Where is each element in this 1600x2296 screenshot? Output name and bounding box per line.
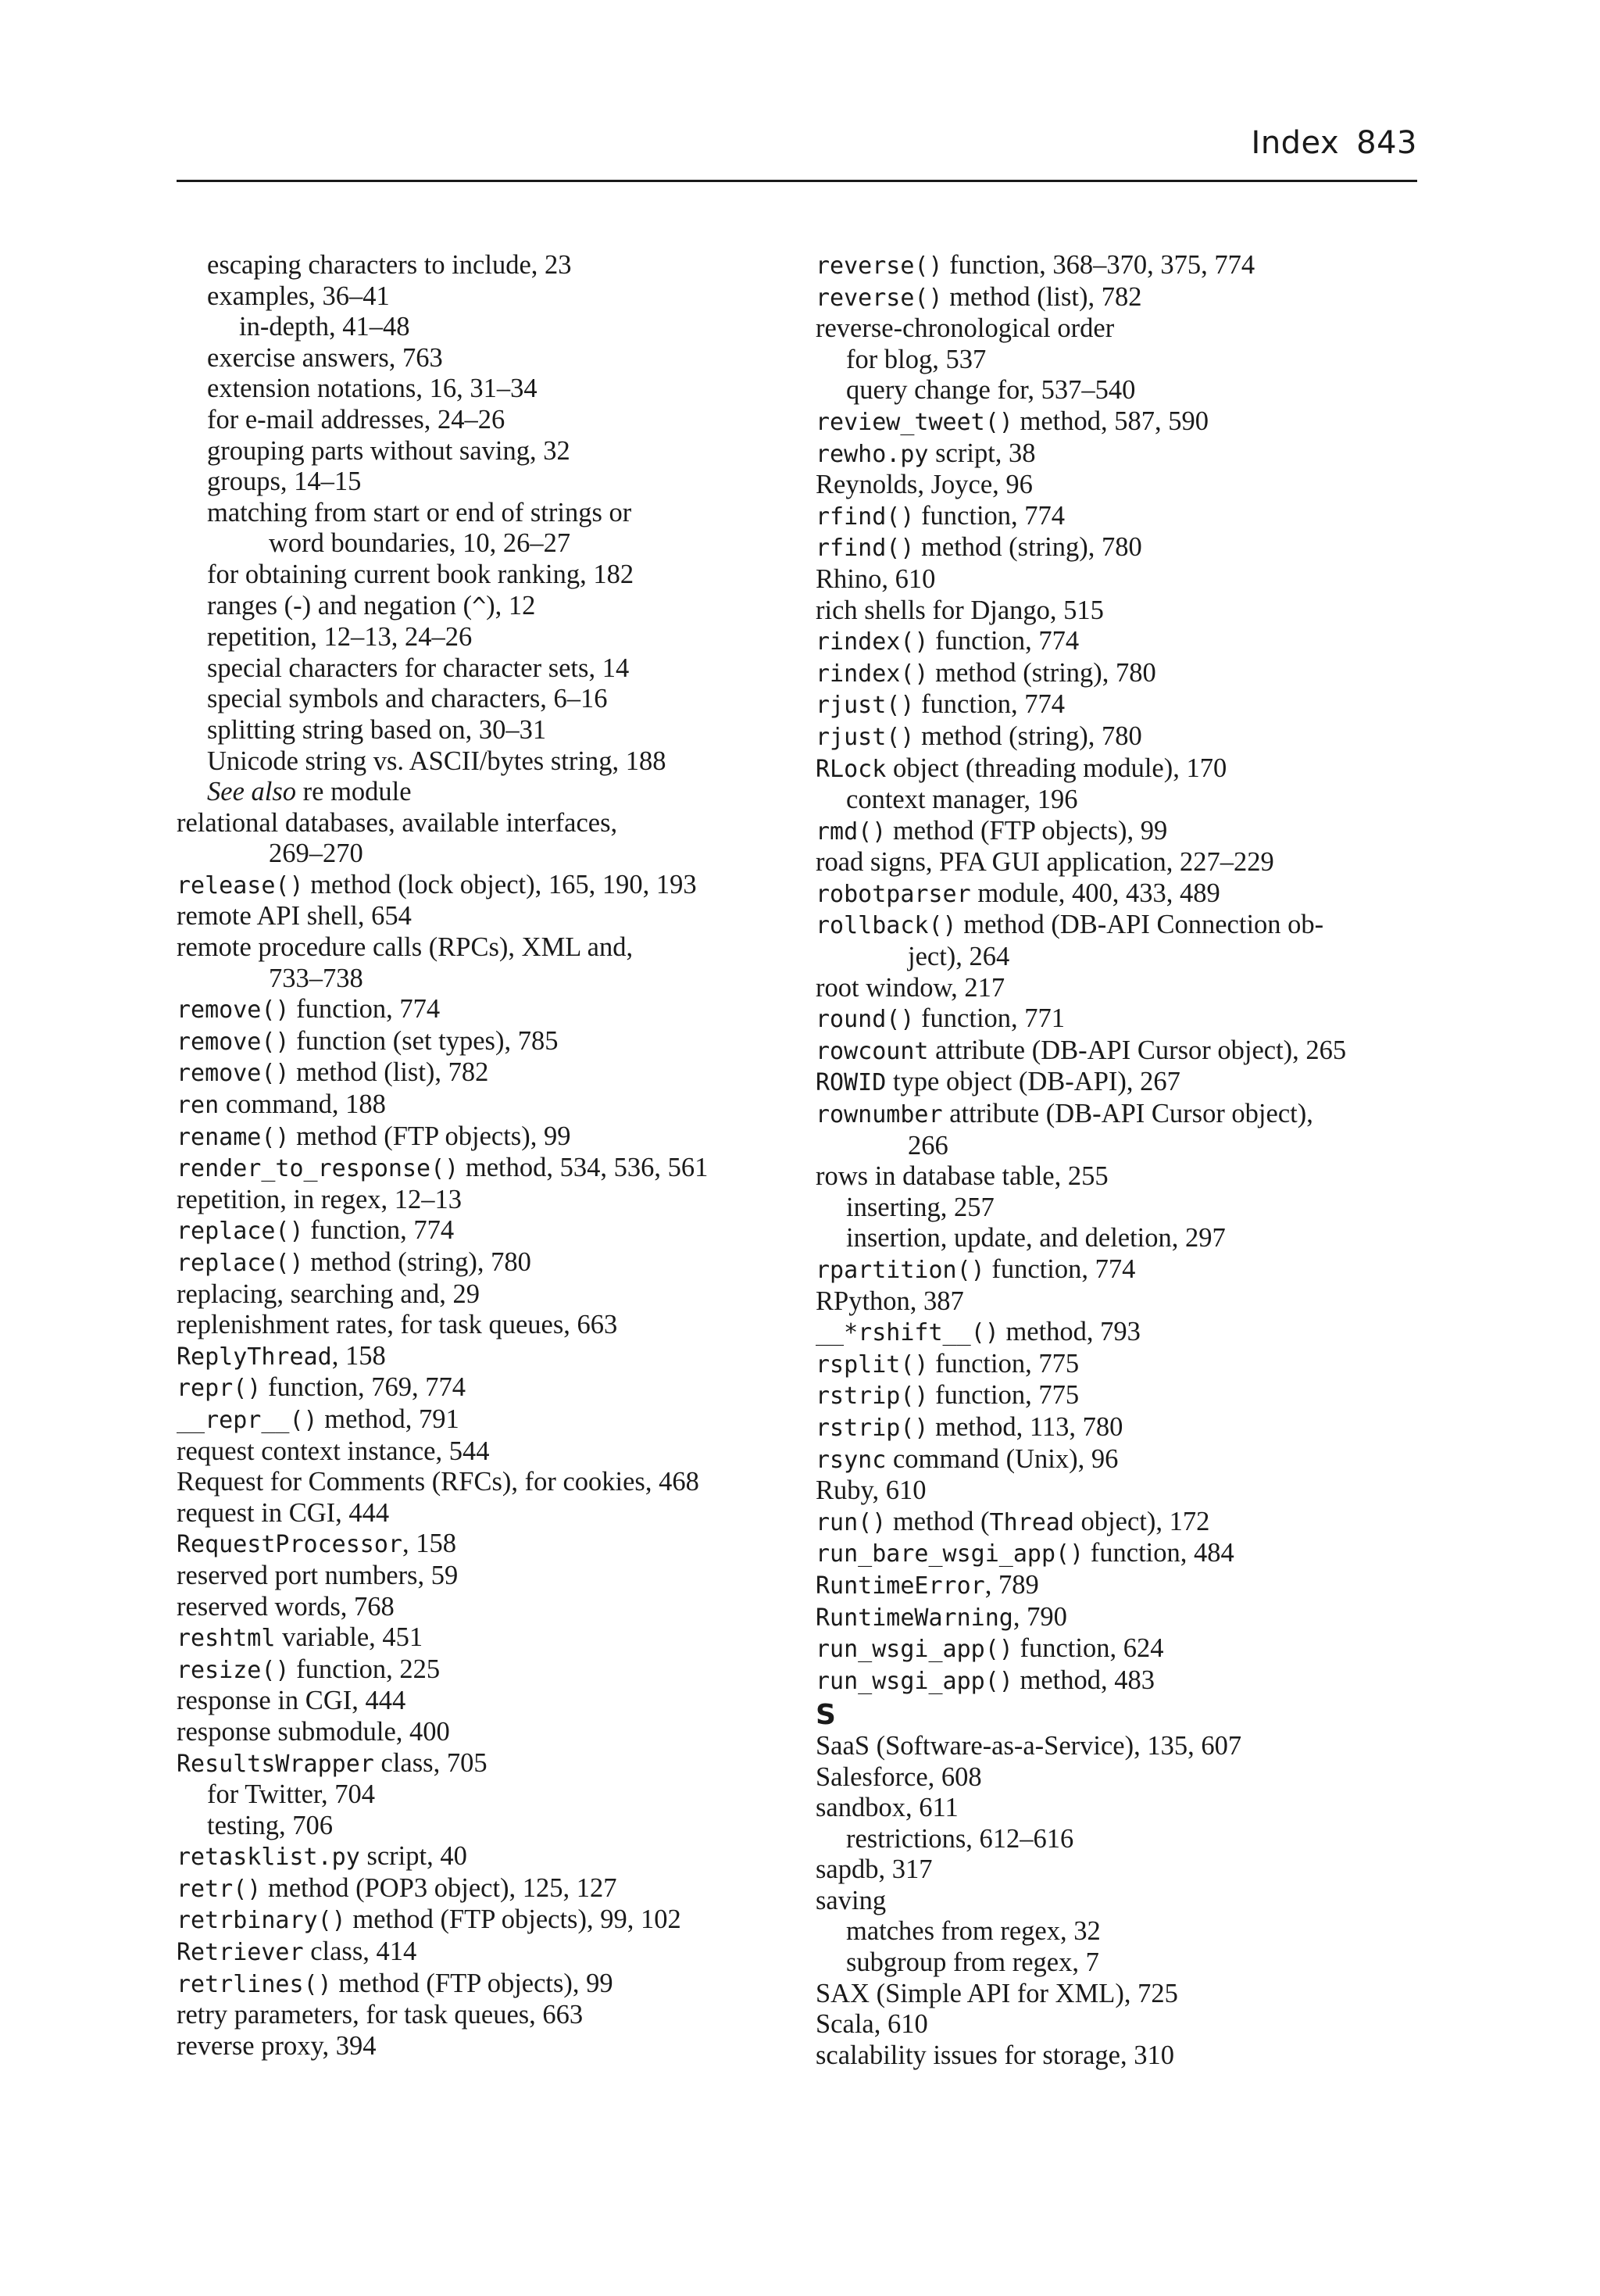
- code-term: round(): [816, 1006, 915, 1034]
- index-entry: [816, 878, 1433, 910]
- index-entry: [816, 910, 1433, 942]
- index-entry: [816, 1003, 1433, 1035]
- entry-text: testing, 706: [207, 1810, 333, 1840]
- index-entry: [177, 1089, 802, 1121]
- entry-text: Unicode string vs. ASCII/bytes string, 188: [207, 746, 666, 776]
- index-entry: [816, 438, 1433, 470]
- index-entry: [816, 1507, 1433, 1539]
- index-entry: [177, 528, 802, 560]
- entry-text: , 158: [331, 1340, 386, 1371]
- index-entry: [816, 595, 1433, 627]
- code-term: rpartition(): [816, 1257, 985, 1284]
- entry-text: scalability issues for storage, 310: [816, 2040, 1174, 2070]
- index-entry: [177, 343, 802, 374]
- index-entry: [177, 312, 802, 343]
- entry-text: reserved port numbers, 59: [177, 1560, 459, 1590]
- entry-text: method (FTP objects), 99: [331, 1968, 613, 1998]
- index-entry: [177, 1937, 802, 1969]
- header-section: Index: [1251, 125, 1340, 161]
- index-entry: [177, 1873, 802, 1905]
- code-term: RuntimeError: [816, 1572, 985, 1600]
- entry-text: grouping parts without saving, 32: [207, 435, 570, 466]
- code-term: rowcount: [816, 1037, 929, 1065]
- index-entry: [177, 1436, 802, 1468]
- index-entry: [177, 1622, 802, 1654]
- index-entry: [177, 1904, 802, 1937]
- index-entry: [816, 1380, 1433, 1412]
- index-entry: [816, 689, 1433, 721]
- entry-text: reverse proxy, 394: [177, 2030, 377, 2061]
- index-entry: [177, 684, 802, 715]
- entry-text: for e-mail addresses, 24–26: [207, 404, 505, 435]
- entry-text: method, 793: [998, 1317, 1141, 1347]
- index-entry: [177, 808, 802, 839]
- code-term: rewho.py: [816, 440, 929, 468]
- entry-text: method (list), 782: [289, 1057, 489, 1088]
- entry-text: method (FTP objects), 99: [886, 815, 1168, 846]
- entry-text: method (string), 780: [928, 657, 1156, 688]
- index-entry: [816, 721, 1433, 753]
- code-term: retasklist.py: [177, 1844, 360, 1872]
- code-term: RLock: [816, 755, 887, 783]
- entry-text: method (DB-API Connection ob-: [956, 910, 1324, 940]
- entry-text: for Twitter, 704: [207, 1779, 375, 1810]
- entry-text: command, 188: [219, 1089, 386, 1120]
- index-entry: [816, 1161, 1433, 1193]
- index-entry: [177, 1529, 802, 1561]
- index-letter-heading: [816, 1700, 1433, 1731]
- entry-text: method, 483: [1012, 1665, 1155, 1695]
- index-column-right: [816, 250, 1433, 2071]
- index-entry: [177, 932, 802, 964]
- entry-text: Request for Comments (RFCs), for cookies, 468: [177, 1467, 699, 1497]
- entry-text: method (FTP objects), 99, 102: [345, 1904, 681, 1935]
- entry-text: script, 38: [928, 438, 1036, 468]
- code-term: RequestProcessor: [177, 1531, 402, 1559]
- entry-text: method (string), 780: [914, 721, 1142, 751]
- index-entry: [177, 1341, 802, 1373]
- entry-text: method (FTP objects), 99: [289, 1121, 571, 1151]
- index-entry: [177, 374, 802, 405]
- index-entry: [177, 870, 802, 902]
- index-entry: [177, 1310, 802, 1341]
- index-entry: [816, 313, 1433, 345]
- entry-text: function, 774: [914, 500, 1066, 531]
- entry-text: function, 484: [1084, 1538, 1234, 1568]
- index-entry: [177, 281, 802, 313]
- index-entry: [816, 1602, 1433, 1634]
- entry-text: repetition, in regex, 12–13: [177, 1184, 462, 1214]
- index-entry: [177, 1467, 802, 1498]
- entry-text: Scala, 610: [816, 2009, 928, 2040]
- index-entry: [816, 816, 1433, 848]
- entry-text: function, 775: [928, 1380, 1080, 1411]
- code-term: replace(): [177, 1218, 304, 1246]
- index-entry: [816, 1131, 1433, 1162]
- index-entry: [816, 1254, 1433, 1286]
- entry-text: road signs, PFA GUI application, 227–229: [816, 847, 1274, 878]
- index-entry: [177, 1811, 802, 1842]
- code-term: rmd(): [816, 817, 887, 846]
- index-entry: [816, 1444, 1433, 1476]
- code-term: __repr__(): [177, 1406, 318, 1434]
- index-entry: [177, 2000, 802, 2031]
- code-term: rsplit(): [816, 1350, 929, 1379]
- entry-text: subgroup from regex, 7: [846, 1947, 1099, 1978]
- entry-text: script, 40: [359, 1841, 467, 1872]
- code-term: run_wsgi_app(): [816, 1667, 1013, 1695]
- code-term: run_wsgi_app(): [816, 1636, 1013, 1664]
- entry-text: reserved words, 768: [177, 1591, 395, 1622]
- index-entry: [816, 1286, 1433, 1318]
- italic-text: See also: [207, 777, 297, 807]
- code-term: rename(): [177, 1123, 290, 1151]
- entry-text: method (POP3 object), 125, 127: [261, 1872, 617, 1903]
- entry-text: Rhino, 610: [816, 563, 936, 594]
- index-entry: [816, 847, 1433, 878]
- code-term: ResultsWrapper: [177, 1750, 374, 1778]
- entry-text: request in CGI, 444: [177, 1497, 390, 1528]
- entry-text: splitting string based on, 30–31: [207, 714, 547, 745]
- index-entry: [177, 1372, 802, 1404]
- code-term: replace(): [177, 1250, 304, 1277]
- entry-text: method (string), 780: [303, 1247, 531, 1277]
- index-entry: [177, 1654, 802, 1686]
- entry-text: sapdb, 317: [816, 1854, 933, 1885]
- index-column-left: [177, 250, 802, 2062]
- entry-text: method, 587, 590: [1012, 406, 1209, 436]
- index-entry: [816, 1916, 1433, 1947]
- code-term: rfind(): [816, 535, 915, 563]
- code-term: retrbinary(): [177, 1907, 346, 1935]
- code-term: __*rshift__(): [816, 1319, 999, 1347]
- index-entry: [177, 2031, 802, 2062]
- entry-text: method, 791: [317, 1404, 459, 1434]
- code-term: remove(): [177, 1028, 290, 1056]
- entry-text: method, 534, 536, 561: [459, 1153, 709, 1183]
- entry-text: request context instance, 544: [177, 1436, 490, 1466]
- index-entry: [816, 1193, 1433, 1224]
- entry-text: replenishment rates, for task queues, 663: [177, 1310, 618, 1340]
- entry-text: function, 774: [303, 1215, 455, 1246]
- entry-text: ranges (-) and negation (: [207, 590, 473, 620]
- entry-text: repetition, 12–13, 24–26: [207, 622, 473, 653]
- index-entry: [177, 1686, 802, 1717]
- entry-text: function, 774: [289, 994, 441, 1025]
- entry-text: ), 12: [486, 590, 536, 620]
- entry-text: ject), 264: [908, 942, 1010, 972]
- index-entry: [816, 470, 1433, 501]
- index-entry: [816, 375, 1433, 406]
- entry-text: 733–738: [269, 963, 363, 993]
- index-entry: [816, 1793, 1433, 1824]
- index-entry: [816, 564, 1433, 595]
- entry-text: matching from start or end of strings or: [207, 497, 632, 528]
- index-entry: [177, 1717, 802, 1748]
- entry-text: function, 368–370, 375, 774: [942, 250, 1255, 280]
- index-entry: [816, 626, 1433, 658]
- entry-text: inserting, 257: [846, 1192, 995, 1222]
- index-entry: [816, 250, 1433, 282]
- entry-text: reverse-chronological order: [816, 313, 1115, 344]
- entry-text: function, 774: [984, 1254, 1136, 1284]
- index-entry: [816, 1947, 1433, 1979]
- entry-text: type object (DB-API), 267: [886, 1067, 1180, 1097]
- index-entry: [816, 942, 1433, 973]
- entry-text: attribute (DB-API Cursor object),: [942, 1099, 1313, 1129]
- code-term: Thread: [989, 1508, 1074, 1536]
- code-term: ren: [177, 1092, 220, 1120]
- code-term: rjust(): [816, 723, 915, 751]
- entry-text: class, 705: [373, 1747, 488, 1778]
- code-term: run(): [816, 1508, 887, 1536]
- entry-text: command (Unix), 96: [886, 1443, 1119, 1474]
- code-term: rownumber: [816, 1101, 943, 1129]
- code-term: run_bare_wsgi_app(): [816, 1540, 1084, 1568]
- entry-text: Salesforce, 608: [816, 1761, 982, 1792]
- entry-text: saving: [816, 1885, 887, 1915]
- code-term: rindex(): [816, 660, 929, 688]
- entry-text: remote procedure calls (RPCs), XML and,: [177, 932, 634, 963]
- entry-text: variable, 451: [275, 1622, 423, 1653]
- entry-text: Reynolds, Joyce, 96: [816, 470, 1033, 500]
- index-entry: [816, 1633, 1433, 1665]
- entry-text: module, 400, 433, 489: [970, 878, 1220, 908]
- code-term: rstrip(): [816, 1382, 929, 1411]
- entry-text: query change for, 537–540: [846, 375, 1136, 406]
- index-entry: [177, 964, 802, 995]
- entry-text: sandbox, 611: [816, 1793, 959, 1823]
- index-entry: [816, 1317, 1433, 1349]
- index-entry: [177, 1247, 802, 1279]
- code-term: rindex(): [816, 628, 929, 656]
- index-entry: [816, 282, 1433, 314]
- entry-text: special symbols and characters, 6–16: [207, 684, 608, 714]
- entry-text: replacing, searching and, 29: [177, 1279, 480, 1309]
- entry-text: 269–270: [269, 839, 363, 869]
- index-entry: [816, 1067, 1433, 1099]
- code-term: ReplyThread: [177, 1343, 332, 1371]
- entry-text: root window, 217: [816, 972, 1005, 1003]
- index-entry: [177, 1404, 802, 1436]
- index-entry: [177, 467, 802, 498]
- index-entry: [816, 1665, 1433, 1697]
- index-entry: [177, 777, 802, 808]
- entry-text: groups, 14–15: [207, 467, 362, 497]
- entry-text: class, 414: [303, 1937, 417, 1967]
- code-term: rfind(): [816, 502, 915, 531]
- index-entry: [177, 1185, 802, 1216]
- entry-text: for obtaining current book ranking, 182: [207, 559, 634, 589]
- code-term: robotparser: [816, 880, 971, 908]
- entry-text: insertion, update, and deletion, 297: [846, 1223, 1226, 1254]
- index-entry: [816, 1349, 1433, 1381]
- index-entry: [177, 1779, 802, 1811]
- entry-text: word boundaries, 10, 26–27: [269, 528, 571, 559]
- entry-text: function, 771: [914, 1003, 1066, 1034]
- index-entry: [177, 1969, 802, 2001]
- index-entry: [177, 715, 802, 746]
- code-term: rollback(): [816, 912, 957, 940]
- index-entry: [816, 1886, 1433, 1917]
- code-term: review_tweet(): [816, 408, 1013, 436]
- index-entry: [177, 1215, 802, 1247]
- index-entry: [816, 1731, 1433, 1762]
- index-entry: [816, 2040, 1433, 2072]
- entry-text: object (threading module), 170: [886, 753, 1227, 783]
- entry-text: object), 172: [1073, 1506, 1210, 1536]
- index-entry: [816, 1979, 1433, 2010]
- entry-text: remote API shell, 654: [177, 901, 412, 932]
- code-term: rsync: [816, 1446, 887, 1474]
- code-term: resize(): [177, 1656, 290, 1684]
- entry-text: method (lock object), 165, 190, 193: [303, 869, 697, 899]
- entry-text: response submodule, 400: [177, 1716, 450, 1747]
- code-term: reshtml: [177, 1625, 276, 1653]
- code-term: reverse(): [816, 284, 943, 312]
- index-entry: [177, 1121, 802, 1153]
- code-term: ROWID: [816, 1069, 887, 1097]
- entry-text: re module: [296, 777, 412, 807]
- entry-text: matches from regex, 32: [846, 1916, 1101, 1947]
- index-entry: [816, 1570, 1433, 1602]
- index-entry: [816, 753, 1433, 785]
- index-entry: [177, 622, 802, 653]
- index-entry: [177, 1498, 802, 1529]
- entry-text: function, 775: [928, 1348, 1080, 1379]
- entry-text: method (: [886, 1506, 990, 1536]
- index-entry: [816, 406, 1433, 438]
- entry-text: in-depth, 41–48: [239, 312, 410, 342]
- entry-text: attribute (DB-API Cursor object), 265: [928, 1035, 1347, 1065]
- index-entry: [816, 1223, 1433, 1254]
- index-entry: [177, 498, 802, 529]
- index-entry: [816, 1035, 1433, 1068]
- index-entry: [177, 1841, 802, 1873]
- entry-text: for blog, 537: [846, 344, 987, 374]
- index-entry: [177, 994, 802, 1026]
- code-term: render_to_response(): [177, 1155, 459, 1183]
- entry-text: 266: [908, 1130, 948, 1161]
- entry-text: method (string), 780: [914, 532, 1142, 563]
- entry-text: , 789: [984, 1569, 1039, 1600]
- code-term: remove(): [177, 1060, 290, 1088]
- index-entry: [177, 1561, 802, 1592]
- index-entry: [816, 1538, 1433, 1570]
- code-term: retr(): [177, 1875, 262, 1903]
- code-term: retrlines(): [177, 1970, 332, 1998]
- code-term: RuntimeWarning: [816, 1604, 1013, 1632]
- entry-text: exercise answers, 763: [207, 342, 443, 373]
- index-entry: [816, 1854, 1433, 1886]
- index-entry: [816, 1412, 1433, 1444]
- entry-text: special characters for character sets, 14: [207, 653, 630, 683]
- index-entry: [177, 1279, 802, 1311]
- index-entry: [816, 532, 1433, 564]
- index-entry: [177, 560, 802, 591]
- index-entry: [816, 501, 1433, 533]
- index-entry: [177, 250, 802, 281]
- entry-text: restrictions, 612–616: [846, 1823, 1074, 1854]
- index-entry: [177, 405, 802, 436]
- entry-text: function (set types), 785: [289, 1025, 559, 1056]
- entry-text: function, 225: [289, 1654, 441, 1684]
- entry-text: , 790: [1012, 1601, 1067, 1632]
- index-entry: [177, 839, 802, 870]
- index-entry: [816, 1824, 1433, 1855]
- entry-text: function, 774: [928, 626, 1080, 656]
- index-entry: [177, 746, 802, 778]
- running-header: [177, 117, 1417, 182]
- index-entry: [177, 901, 802, 932]
- entry-text: examples, 36–41: [207, 281, 390, 311]
- index-entry: [177, 436, 802, 467]
- entry-text: relational databases, available interfaces,: [177, 807, 618, 838]
- entry-text: RPython, 387: [816, 1286, 964, 1316]
- entry-text: response in CGI, 444: [177, 1686, 406, 1716]
- code-term: repr(): [177, 1375, 262, 1403]
- index-entry: [816, 1762, 1433, 1794]
- index-entry: [816, 1099, 1433, 1131]
- entry-text: , 158: [402, 1529, 456, 1559]
- entry-text: extension notations, 16, 31–34: [207, 374, 538, 404]
- index-entry: [177, 1026, 802, 1058]
- entry-text: retry parameters, for task queues, 663: [177, 2000, 584, 2030]
- code-term: rstrip(): [816, 1414, 929, 1442]
- index-entry: [816, 658, 1433, 690]
- code-term: reverse(): [816, 252, 943, 280]
- code-term: Retriever: [177, 1939, 304, 1967]
- entry-text: method (list), 782: [942, 281, 1142, 312]
- index-entry: [177, 1057, 802, 1089]
- entry-text: SAX (Simple API for XML), 725: [816, 1978, 1178, 2008]
- header-text: [1252, 125, 1417, 161]
- index-entry: [816, 345, 1433, 376]
- index-entry: [177, 653, 802, 685]
- index-entry: [816, 1475, 1433, 1507]
- entry-text: Ruby, 610: [816, 1475, 927, 1506]
- entry-text: S: [816, 1699, 836, 1732]
- code-term: ^: [472, 592, 487, 620]
- index-entry: [816, 973, 1433, 1004]
- index-entry: [177, 1748, 802, 1780]
- page-number: 843: [1356, 125, 1417, 161]
- code-term: rjust(): [816, 692, 915, 720]
- code-term: remove(): [177, 996, 290, 1025]
- index-entry: [177, 1592, 802, 1623]
- entry-text: escaping characters to include, 23: [207, 250, 572, 280]
- entry-text: function, 774: [914, 689, 1066, 720]
- entry-text: function, 769, 774: [261, 1372, 466, 1403]
- code-term: release(): [177, 871, 304, 899]
- index-entry: [816, 2009, 1433, 2040]
- entry-text: function, 624: [1012, 1633, 1164, 1664]
- index-entry: [177, 591, 802, 623]
- entry-text: rows in database table, 255: [816, 1161, 1109, 1192]
- entry-text: context manager, 196: [846, 785, 1078, 815]
- entry-text: method, 113, 780: [928, 1411, 1123, 1442]
- entry-text: rich shells for Django, 515: [816, 595, 1104, 625]
- index-entry: [816, 785, 1433, 816]
- index-entry: [177, 1153, 802, 1185]
- entry-text: SaaS (Software-as-a-Service), 135, 607: [816, 1730, 1242, 1761]
